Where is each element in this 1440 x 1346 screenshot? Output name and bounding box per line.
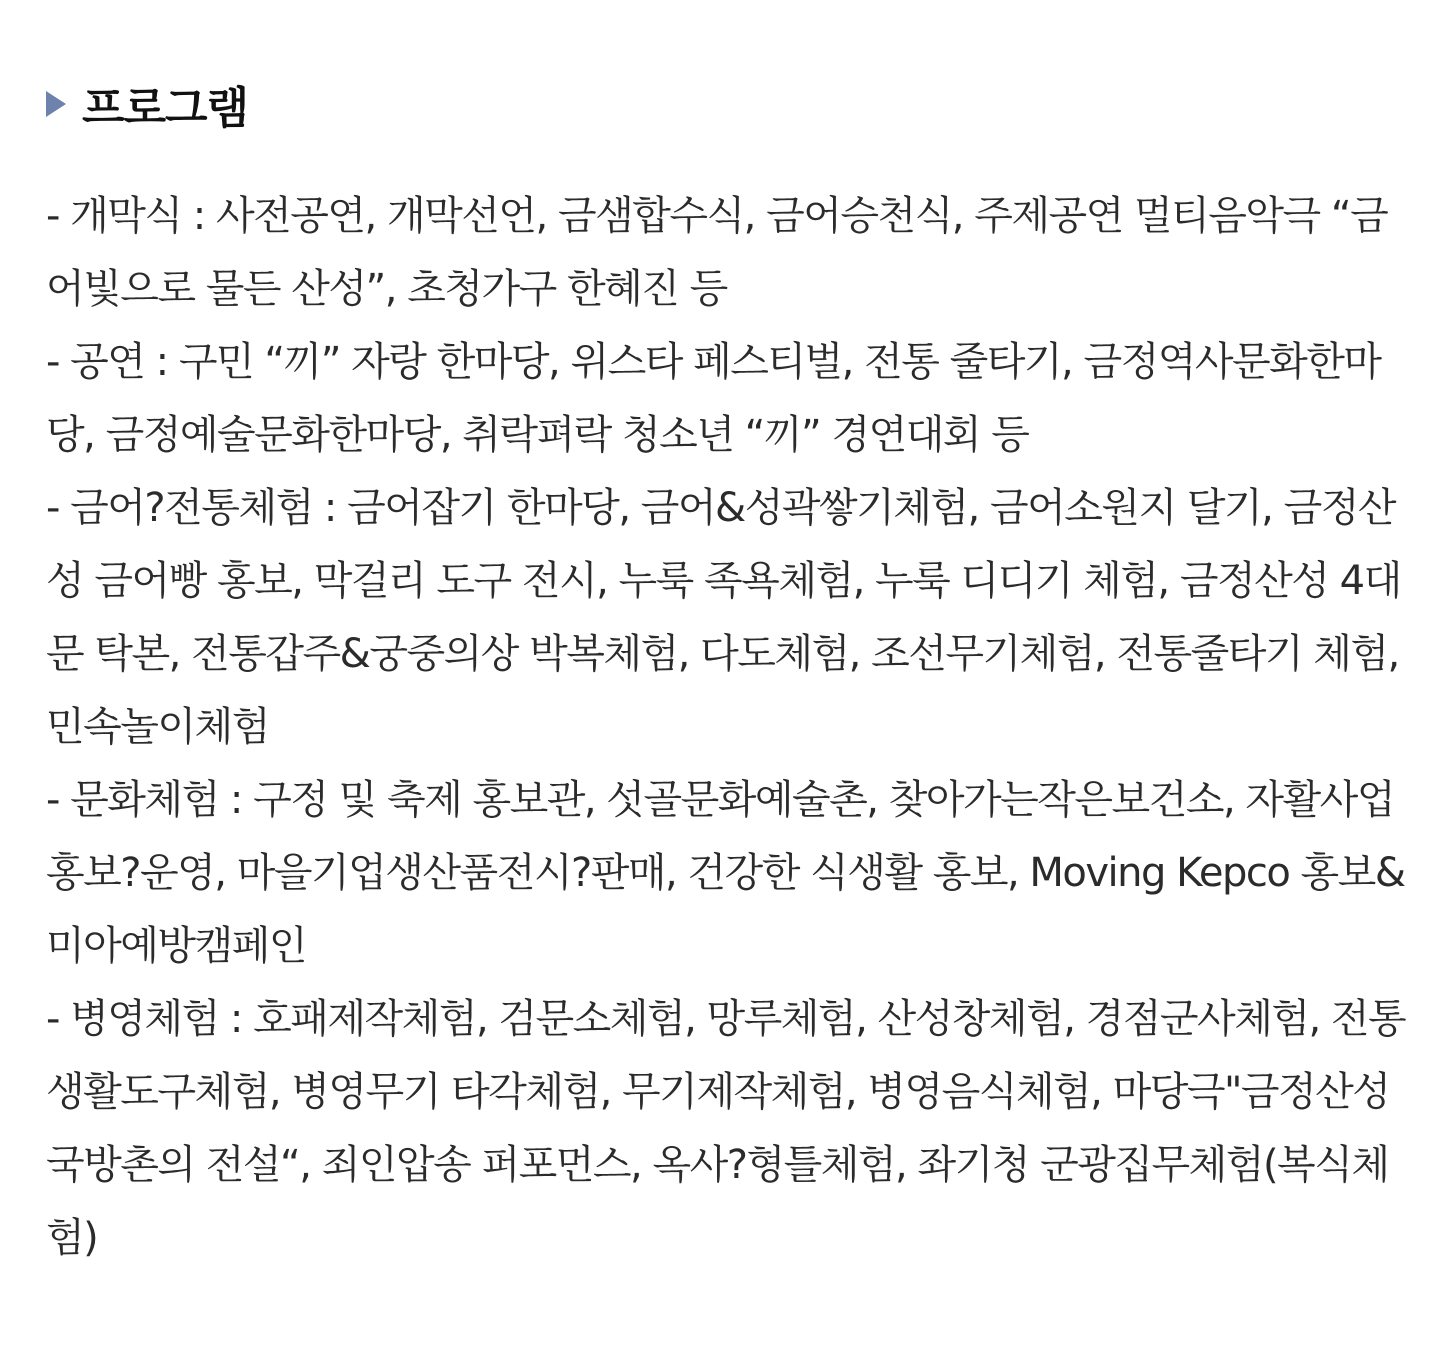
program-item-traditional-experience: - 금어?전통체험 : 금어잡기 한마당, 금어&성곽쌓기체험, 금어소원지 달기, 금정산성 금어빵 홍보, 막걸리 도구 전시, 누룩 족욕체험, 누룩 디디기 체험, 금정산성 4대문 탁본, 전통갑주&궁중의상 박복체험, 다도체험, 조선무기체험, 전통줄타기 체험, 민속놀이체험 — [46, 485, 1401, 750]
program-item-opening: - 개막식 : 사전공연, 개막선언, 금샘합수식, 금어승천식, 주제공연 멀티음악극 “금어빛으로 물든 산성”, 초청가구 한혜진 등 — [46, 193, 1388, 312]
program-list — [46, 180, 1406, 1275]
section-title: 프로그램 — [82, 83, 249, 134]
program-section — [46, 74, 1406, 1275]
program-item-culture-experience: - 문화체험 : 구정 및 축제 홍보관, 섯골문화예술촌, 찾아가는작은보건소, 자활사업홍보?운영, 마을기업생산품전시?판매, 건강한 식생활 홍보, Moving Kepco 홍보&미아예방캠페인 — [46, 777, 1405, 969]
triangle-right-icon — [46, 91, 66, 117]
program-item-performance: - 공연 : 구민 “끼” 자랑 한마당, 위스타 페스티벌, 전통 줄타기, 금정역사문화한마당, 금정예술문화한마당, 취락펴락 청소년 “끼” 경연대회 등 — [46, 339, 1381, 458]
program-item-military-experience: - 병영체험 : 호패제작체험, 검문소체험, 망루체험, 산성창체험, 경점군사체험, 전통생활도구체험, 병영무기 타각체험, 무기제작체험, 병영음식체험, 마당극"금정산성 국방촌의 전설“, 죄인압송 퍼포먼스, 옥사?형틀체험, 좌기청 군광집무체험(복식체험) — [46, 996, 1406, 1261]
section-heading — [46, 74, 1406, 134]
